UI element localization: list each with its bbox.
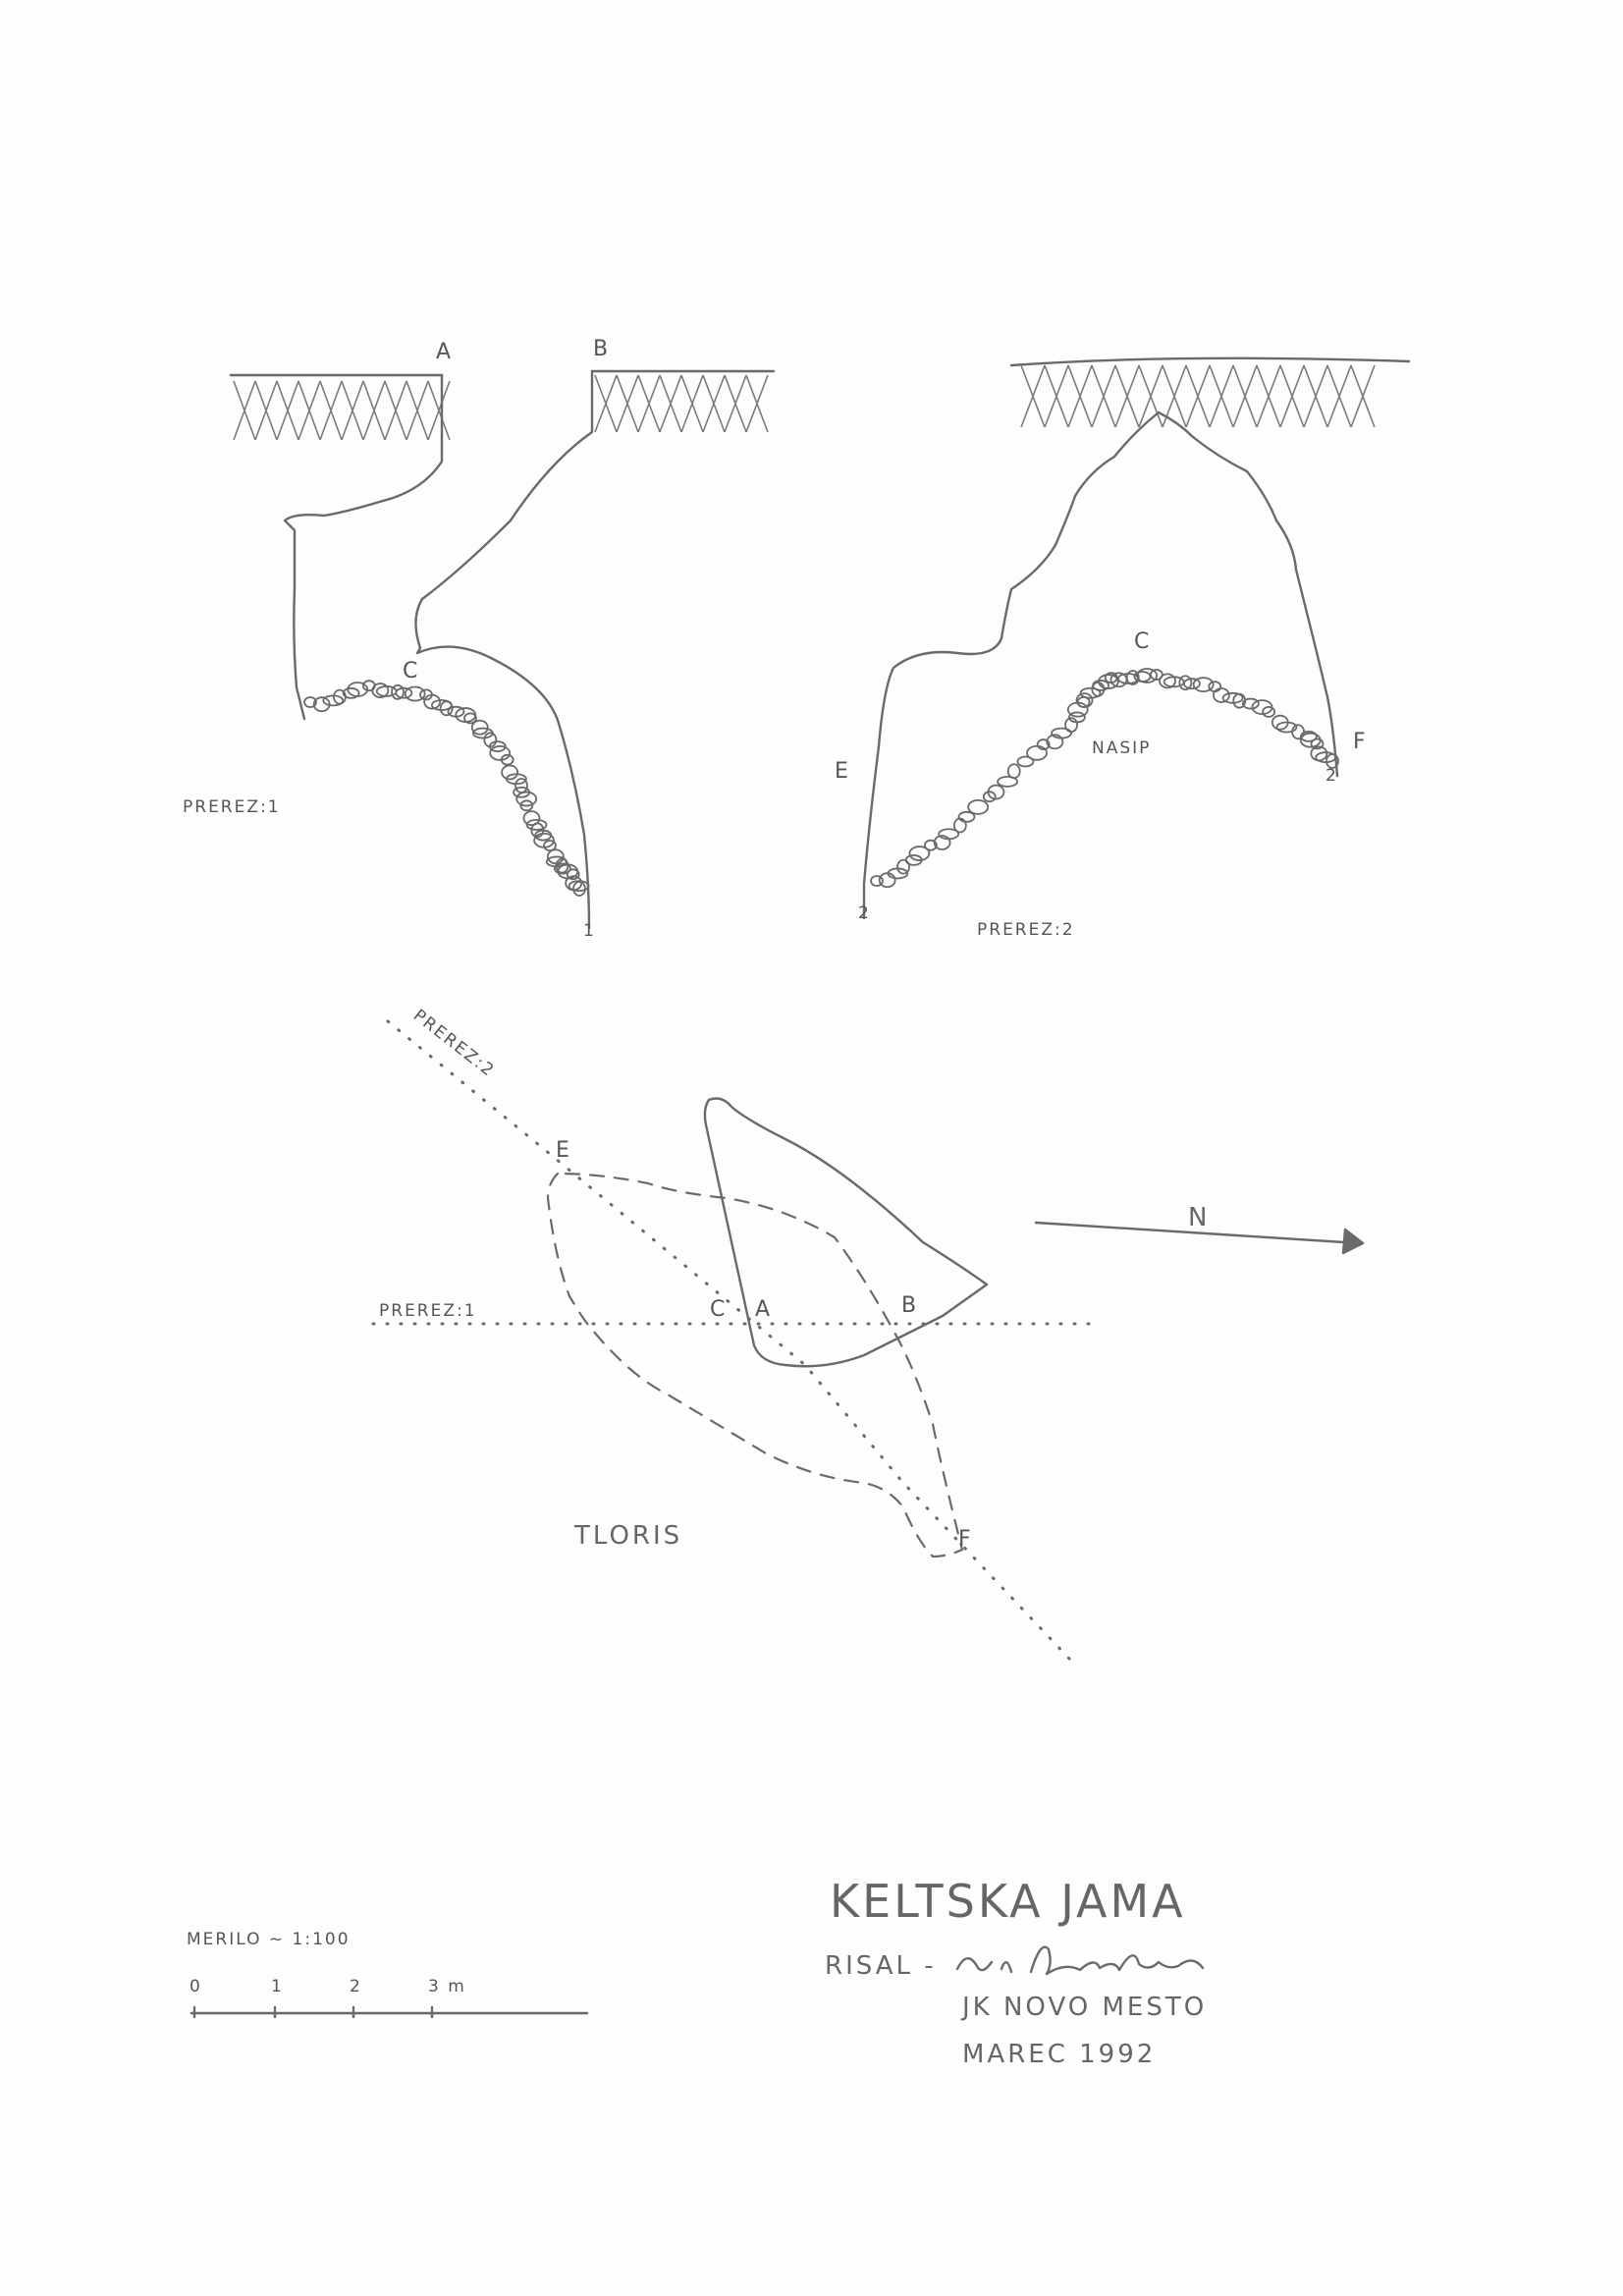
survey-date: MAREC 1992: [962, 2040, 1157, 2069]
scale-label: MERILO ~ 1:100: [187, 1930, 351, 1949]
surface-hatch-section2: [1011, 358, 1409, 427]
plan-label-c: C: [710, 1297, 726, 1322]
rubble-stone: [515, 779, 527, 793]
rubble-stone: [1209, 682, 1220, 691]
rubble-stone: [502, 765, 517, 779]
rubble-stone: [472, 721, 488, 735]
cross-section-2: [835, 358, 1409, 940]
rubble-stone: [1214, 688, 1229, 702]
section2-end-mark-left: 2: [858, 903, 871, 923]
plan-caption: TLORIS: [574, 1521, 683, 1551]
cave-title: KELTSKA JAMA: [830, 1875, 1186, 1928]
section2-caption: PREREZ:2: [977, 920, 1075, 940]
entrance-outline: [705, 1099, 987, 1367]
section2-fill-label: NASIP: [1092, 738, 1152, 758]
section2-label-e: E: [835, 759, 848, 784]
plan-view: [373, 1006, 1363, 1660]
cross-section-1: [183, 337, 774, 941]
scale-tick-1: 1: [271, 1977, 284, 1996]
section1-label-c: C: [403, 659, 418, 683]
drawn-by-label: RISAL -: [825, 1951, 937, 1981]
rubble-stone: [968, 800, 988, 814]
rubble-fill-nasip: [871, 669, 1338, 887]
section-line-1-label: PREREZ:1: [379, 1301, 477, 1321]
rubble-slope-1: [304, 681, 589, 896]
section1-caption: PREREZ:1: [183, 797, 281, 817]
cave-wall-left: [285, 375, 442, 719]
north-arrow: [1036, 1203, 1363, 1253]
rubble-stone: [1027, 746, 1047, 760]
rubble-stone: [490, 746, 510, 760]
surface-hatch-left: [231, 375, 450, 440]
section1-label-b: B: [593, 337, 609, 361]
plan-label-e: E: [556, 1138, 569, 1163]
surface-hatch-right: [592, 371, 774, 432]
section2-end-mark-right: 2: [1325, 766, 1338, 786]
plan-label-a: A: [755, 1297, 771, 1322]
title-block: [825, 1875, 1207, 2069]
north-arrow-label: N: [1188, 1203, 1211, 1232]
section1-label-a: A: [436, 340, 452, 364]
section2-label-c: C: [1134, 629, 1150, 654]
scale-bar: [187, 1930, 587, 2017]
rubble-stone: [1008, 764, 1020, 778]
rubble-stone: [516, 793, 536, 806]
cave-floor-outline: [548, 1174, 962, 1557]
section2-label-f: F: [1353, 730, 1366, 754]
section-line-2-label: PREREZ:2: [408, 1006, 499, 1082]
scale-tick-0: 0: [189, 1977, 202, 1996]
scale-tick-3: 3 m: [428, 1977, 466, 1996]
plan-label-b: B: [901, 1293, 917, 1318]
section-line-2: [388, 1021, 1070, 1660]
scale-tick-2: 2: [350, 1977, 362, 1996]
plan-label-f: F: [958, 1527, 971, 1552]
author-signature: [957, 1947, 1203, 1974]
section1-end-mark: 1: [583, 921, 596, 941]
club-name: JK NOVO MESTO: [962, 1993, 1208, 2022]
